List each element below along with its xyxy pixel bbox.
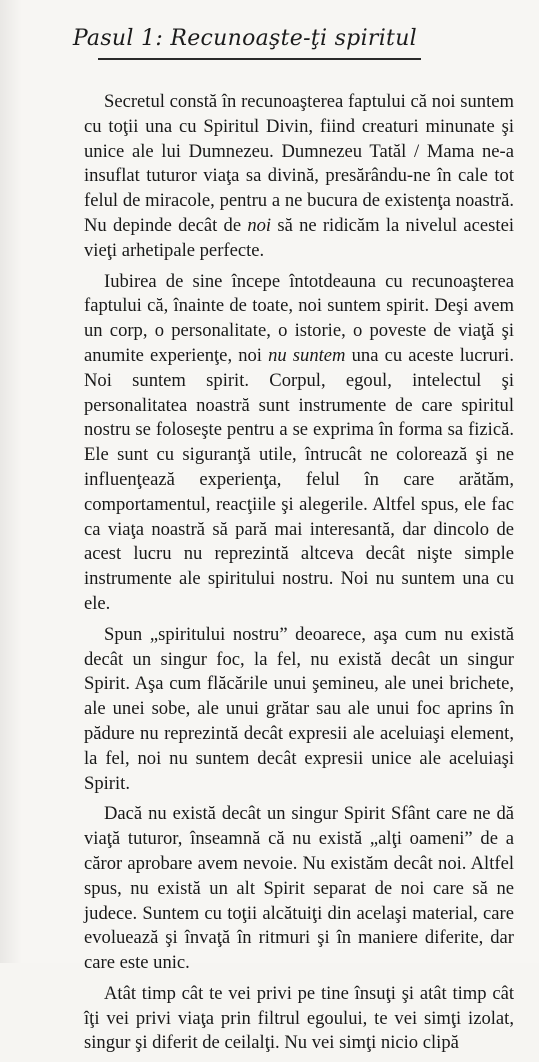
paragraph bbox=[84, 982, 514, 1056]
paragraph-text: una cu aceste lucruri. Noi suntem spirit. Corpul, egoul, intelectul şi personalitatea noastră sunt instrumente de care spiritul nostru se foloseşte pentru a se exprima în forma sa fizică. Ele sunt cu siguranţă utile, întrucât ne colorează şi ne influenţează experienţa, felul în care arătăm, comportamentul, reacţiile şi alegerile. Altfel spus, ele fac ca viaţa noastră să pară mai interesantă, dar dincolo de acest lucru nu reprezintă altceva decât nişte simple instrumente ale spiritului nostru. Noi nu suntem una cu ele. bbox=[84, 344, 514, 614]
emphasis-text: noi bbox=[247, 214, 272, 236]
header-underline bbox=[98, 58, 421, 60]
running-header bbox=[0, 22, 539, 64]
paragraph bbox=[84, 270, 514, 617]
page-edge-shadow bbox=[0, 0, 22, 963]
body-text bbox=[84, 90, 514, 1062]
paragraph-text: Secretul constă în recunoaşterea faptului că noi suntem cu toţii una cu Spiritul Divin, fiind creaturi minunate şi unice ale lui Dumnezeu. Dumnezeu Tatăl / Mama ne-a insuflat tuturor viaţa sa divină, presărându-ne în cale tot felul de miracole, pentru a ne bucura de existenţa noastră. Nu depinde decât de bbox=[84, 91, 514, 236]
paragraph-text: Spun „spiritului nostru” deoarece, aşa cum nu există decât un singur foc, la fel, nu există decât un singur Spirit. Aşa cum flăcările unui şemineu, ale unei brichete, ale unei sobe, ale unui grătar sau ale unui foc aprins în pădure nu reprezintă decât expresii ale aceluiaşi element, la fel, noi nu suntem decât expresii unice ale aceluiaşi Spirit. bbox=[84, 623, 514, 794]
emphasis-text: nu suntem bbox=[268, 344, 346, 366]
chapter-title: Pasul 1: Recunoaşte-ţi spiritul bbox=[72, 26, 417, 51]
paragraph-text: Atât timp cât te vei privi pe tine însuţi şi atât timp cât îţi vei privi viaţa prin filtrul egoului, te vei simţi izolat, singur şi diferit de ceilalţi. Nu vei simţi nicio clipă bbox=[84, 982, 514, 1054]
paragraph bbox=[84, 802, 514, 976]
paragraph-text: Dacă nu există decât un singur Spirit Sfânt care ne dă viaţă tuturor, înseamnă că nu există „alţi oameni” de a căror aprobare avem nevoie. Nu existăm decât noi. Altfel spus, nu există un alt Spirit separat de noi care să ne judece. Suntem cu toţii alcătuiţi din acelaşi material, care evoluează şi învaţă în ritmuri şi în maniere diferite, dar care este unic. bbox=[84, 803, 514, 974]
paragraph-text: Iubirea de sine începe întotdeauna cu recunoaşterea faptului că, înainte de toate, noi suntem spirit. Deşi avem un corp, o personalitate, o istorie, o poveste de viaţă şi anumite experienţe, noi bbox=[84, 270, 514, 366]
paragraph bbox=[84, 623, 514, 797]
paragraph bbox=[84, 90, 514, 264]
paragraph-text: să ne ridicăm la nivelul acestei vieţi arhetipale perfecte. bbox=[84, 214, 515, 261]
